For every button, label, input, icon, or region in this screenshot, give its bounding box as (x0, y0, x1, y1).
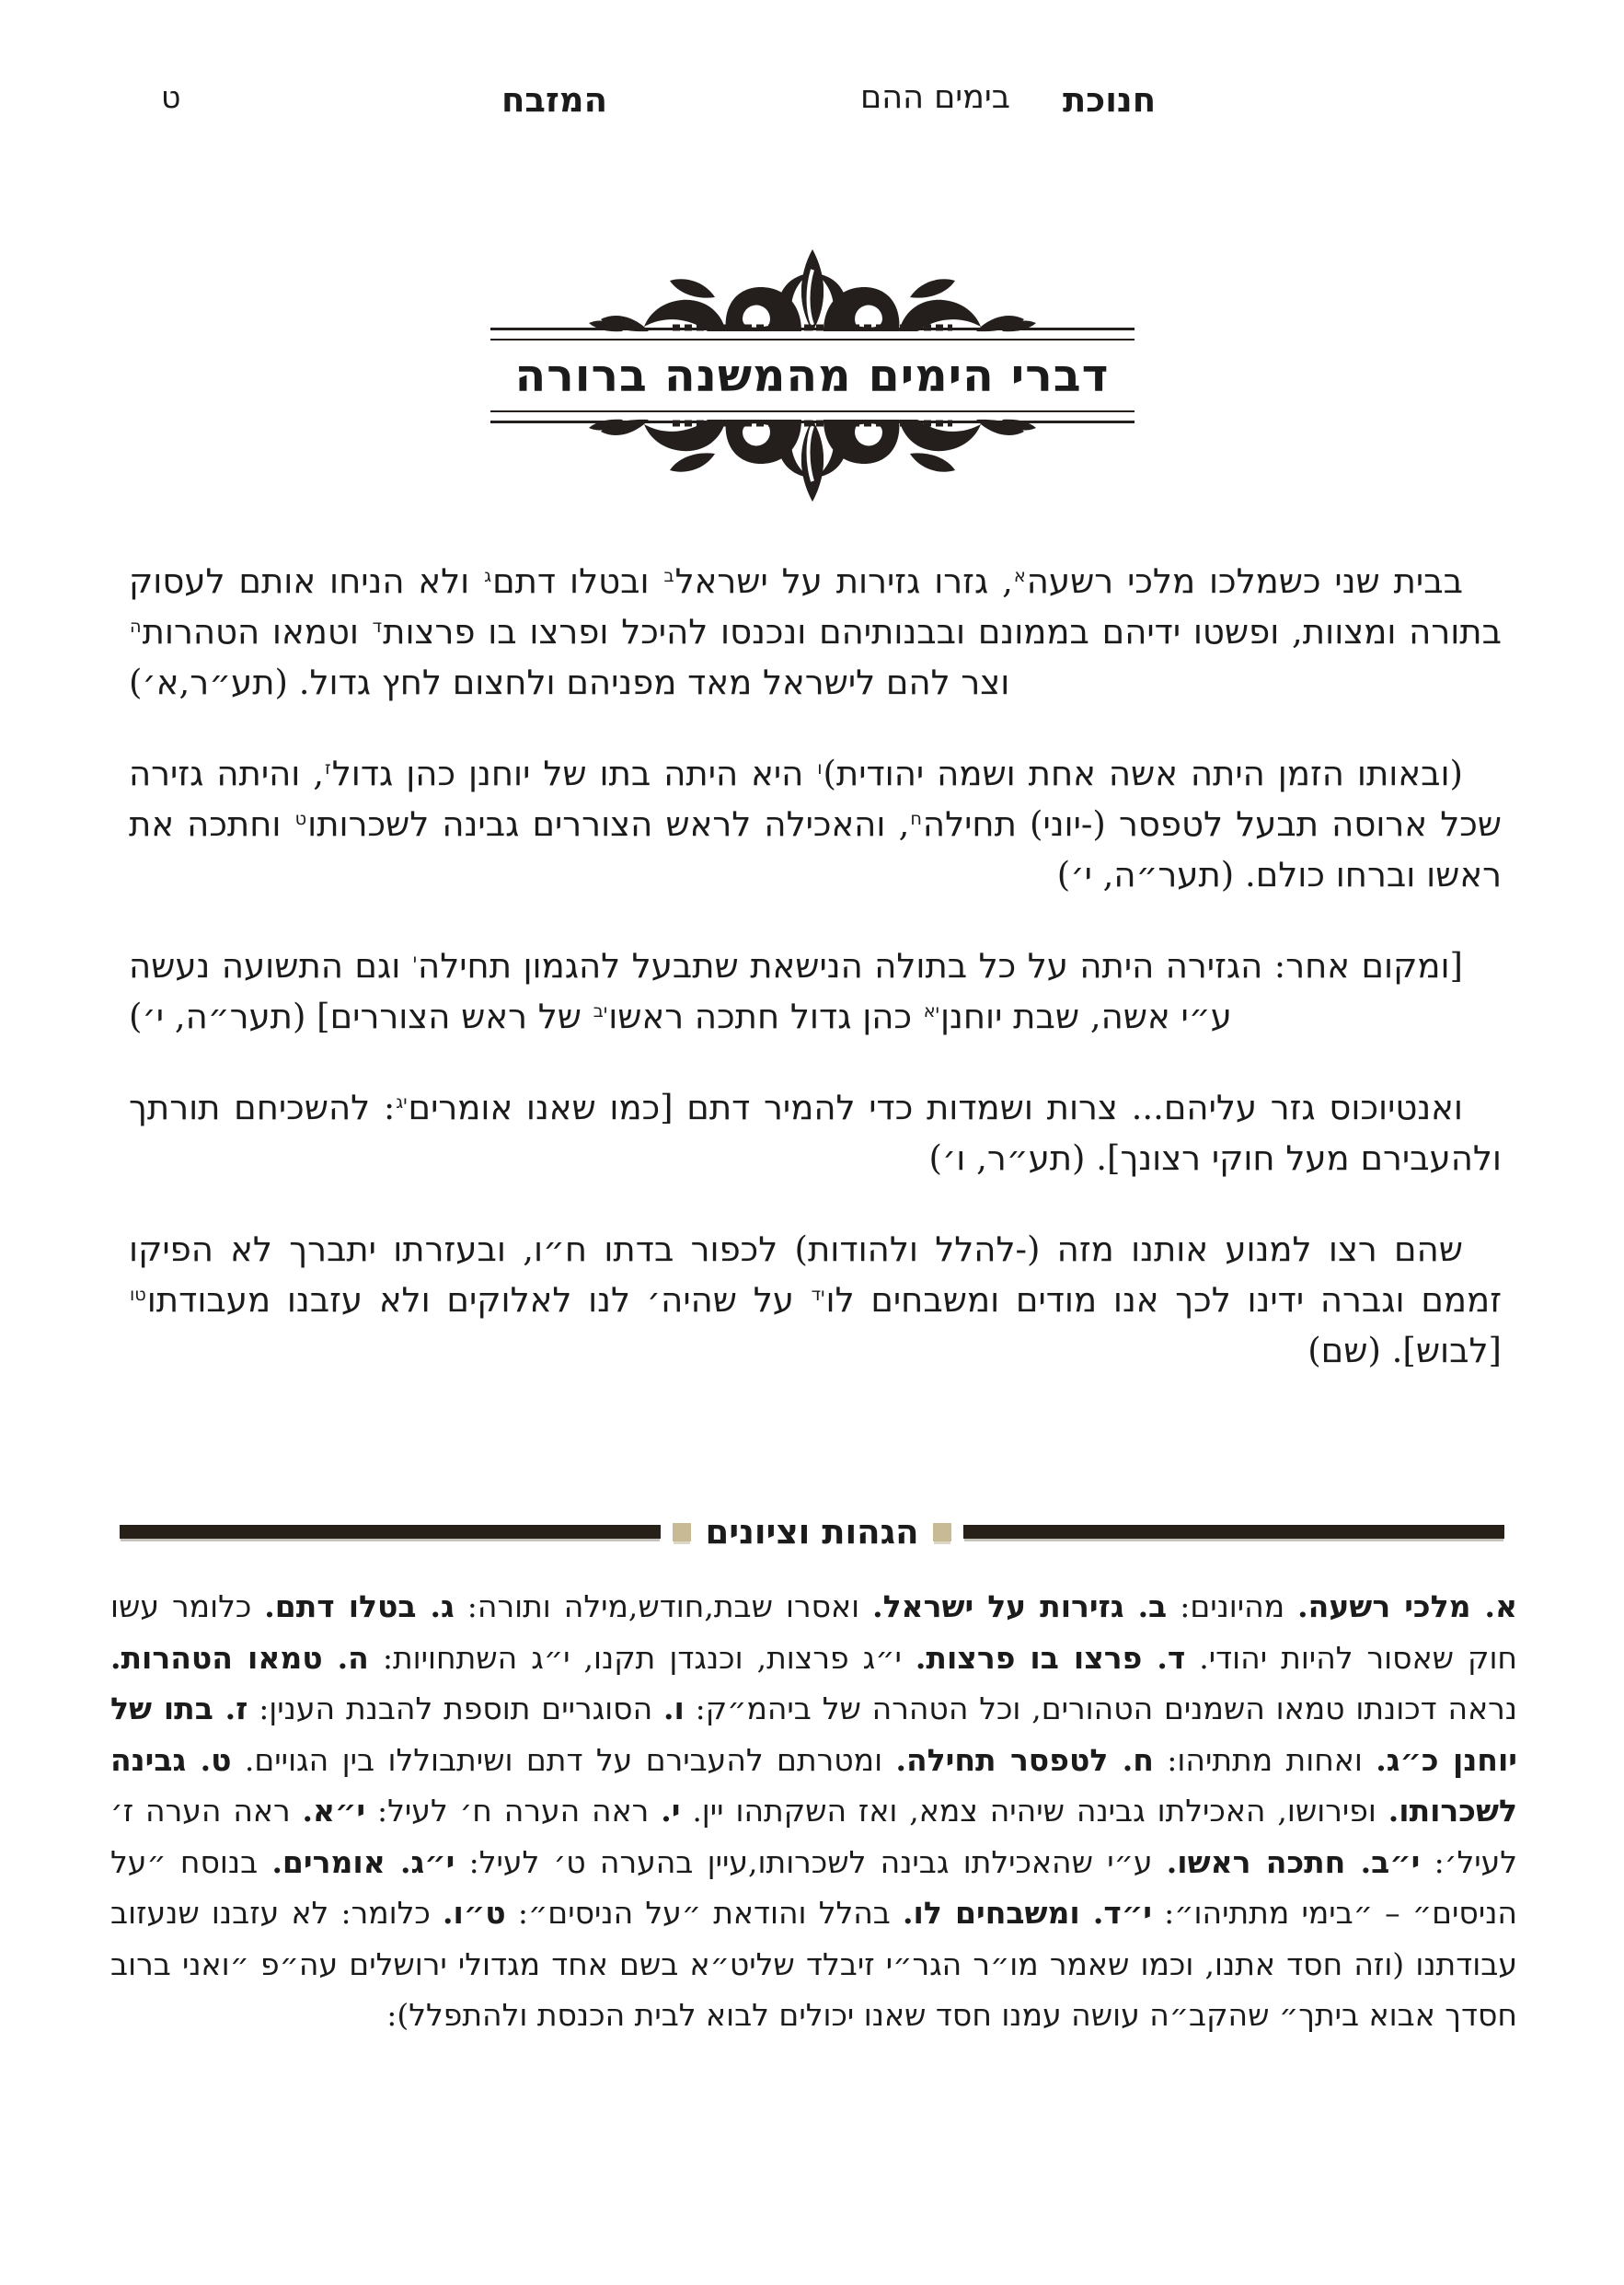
text-run: ראה הערה ז׳ לעיל׳: (110, 1793, 1518, 1880)
footnote-marker: ו (817, 757, 823, 779)
text-run: היא היתה בתו של יוחנן כהן גדול (331, 754, 817, 793)
text-run: ג. בטלו דתם. (264, 1588, 455, 1624)
header-title-left: המזבח (501, 79, 607, 120)
footnotes-block (110, 1581, 1517, 2041)
text-run: כלומר עשו חוק שאסור להיות יהודי. (110, 1588, 1517, 1676)
text-run: , גזרו גזירות על ישראל (674, 561, 1013, 601)
header-title-center: בימים ההם (860, 79, 1010, 116)
footnote-marker: ה (130, 616, 142, 638)
text-run: [ומקום אחר: הגזירה היתה על כל בתולה הנישאת שתבעל להגמון תחילה (418, 946, 1463, 986)
footnote-marker: ב (663, 565, 674, 587)
text-run: , והאכילה לראש הצוררים גבינה לשכרותו (307, 804, 910, 844)
text-run: ואסרו שבת,חודש,מילה ותורה: (454, 1588, 873, 1624)
section-title: דברי הימים מהמשנה ברורה (514, 349, 1110, 402)
text-run: ובטלו דתם (492, 561, 663, 601)
text-run: י״ג פרצות, וכנגדן תקנו, י״ג השתחויות: (368, 1639, 916, 1676)
text-run: י״ג. אומרים. (271, 1843, 455, 1880)
footnote-marker: ג (484, 565, 492, 587)
page-header (0, 79, 1624, 123)
text-run: ט. גבינה לשכרותו. (110, 1741, 1517, 1829)
text-run: י״ב. חתכה ראשו. (1166, 1843, 1421, 1880)
text-run: ראה הערה ח׳ לעיל: (365, 1793, 662, 1829)
text-run: וגם התשועה נעשה ע״י אשה, שבת יוחנן (129, 946, 1232, 1036)
text-run: בהלל והודאת ״על הניסים״: (505, 1895, 904, 1931)
text-run: (ובאותו הזמן היתה אשה אחת ושמה יהודית) (823, 754, 1463, 793)
notes-divider (120, 1511, 1504, 1552)
text-run: י״א. (302, 1793, 366, 1829)
text-run: כלומר: לא עזבנו שנעזוב עבודתנו (וזה חסד אתנו, וכמו שאמר מו״ר הגר״י זיבלד שליט״א בשם אחד מגדולי ירושלים עה״פ ״ואני ברוב חסדך אבוא ביתך״ שהקב״ה עושה עמנו חסד שאנו יכולים לבוא לבית הכנסת ולהתפלל): (110, 1895, 1517, 2033)
text-run: ואנטיוכוס גזר עליהם... צרות ושמדות כדי להמיר דתם [כמו שאנו אומרים (408, 1088, 1463, 1127)
footnote-marker: ח (910, 808, 922, 830)
text-run: כהן גדול חתכה ראשו (608, 997, 923, 1036)
footnote-marker: א (1013, 565, 1026, 587)
paragraph-5 (129, 1224, 1502, 1376)
notes-section-title: הגהות וציונים (705, 1511, 919, 1552)
text-run: ז. בתו של יוחנן כ״ג. (110, 1691, 1517, 1778)
footnote-marker: יב (593, 1000, 608, 1022)
footnote-marker: ט (294, 808, 307, 830)
floral-flourish-icon (573, 417, 1052, 505)
divider-bar-left (120, 1525, 661, 1539)
footnote-marker: י (412, 950, 418, 972)
main-text (129, 556, 1502, 1416)
text-run: שהם רצו למנוע אותנו מזה (-להלל ולהודות) לכפור בדתו ח״ו, ובעזרתו יתברך לא הפיקו זממם וגברה ידינו לכך אנו מודים ומשבחים לו (129, 1229, 1502, 1320)
text-run: ב. גזירות על ישראל. (872, 1588, 1168, 1624)
text-run: , והיתה גזירה שכל ארוסה תבעל לטפסר (-יוני) תחילה (129, 754, 1502, 844)
paragraph-4 (129, 1082, 1502, 1183)
text-run: וחתכה את ראשו וברחו כולם. (תער״ה, י׳) (129, 804, 1502, 894)
text-run: [לבוש]. (שם) (1307, 1331, 1502, 1370)
footnote-marker: ד (372, 616, 383, 638)
footnote-marker: טו (130, 1284, 146, 1306)
text-run: של ראש הצוררים] (תער״ה, י׳) (129, 997, 593, 1036)
text-run: ה. טמאו הטהרות. (110, 1639, 369, 1676)
text-run: ולא הניחו אותם לעסוק בתורה ומצוות, ופשטו ידיהם בממונם ובבנותיהם ונכנסו להיכל ופרצו בו פרצות (129, 561, 1502, 652)
divider-square-right (933, 1523, 951, 1541)
header-title-right: חנוכת (1063, 79, 1157, 120)
text-run: מהיונים: (1167, 1588, 1298, 1624)
text-run: י. (661, 1793, 681, 1829)
text-run: ד. פרצו בו פרצות. (915, 1639, 1186, 1676)
text-run: ט״ו. (443, 1895, 506, 1931)
text-run: נראה דכונתו טמאו השמנים הטהורים, וכל הטהרה של ביהמ״ק: (684, 1691, 1517, 1726)
text-run: ו. (662, 1691, 685, 1726)
text-run: ח. לטפסר תחילה. (895, 1741, 1154, 1778)
text-run: בבית שני כשמלכו מלכי רשעה (1026, 561, 1463, 601)
text-run: ואחות מתתיהו: (1153, 1741, 1376, 1778)
text-run: י״ד. ומשבחים לו. (903, 1895, 1152, 1931)
paragraph-3 (129, 941, 1502, 1042)
divider-square-left (673, 1523, 691, 1541)
page-number: ט (161, 79, 181, 115)
text-run: : להשכיחם תורתך ולהעבירם מעל חוקי רצונך]. (תע״ר, ו׳) (129, 1088, 1502, 1178)
divider-bar-right (963, 1525, 1504, 1539)
footnote-marker: יא (923, 1000, 939, 1022)
text-run: ומטרתם להעבירם על דתם ושיתבוללו בין הגויים. (231, 1741, 896, 1778)
text-run: על שהיה׳ לנו לאלוקים ולא עזבנו מעבודתו (146, 1280, 811, 1320)
footnote-marker: יג (396, 1091, 408, 1114)
text-run: ופירושו, האכילתו גבינה שיהיה צמא, ואז השקתהו יין. (680, 1793, 1388, 1829)
section-title-block (490, 247, 1134, 504)
text-run: וטמאו הטהרות (142, 612, 372, 652)
paragraph-1 (129, 556, 1502, 708)
text-run: בנוסח ״על הניסים״ – ״בימי מתתיהו״: (110, 1843, 1517, 1931)
text-run: הסוגריים תוספת להבנת הענין: (248, 1691, 663, 1726)
footnote-marker: ז (325, 757, 331, 779)
paragraph-2 (129, 748, 1502, 900)
floral-ornament-bottom (490, 410, 1134, 504)
floral-flourish-icon (573, 246, 1052, 334)
text-run: ע״י שהאכילתו גבינה לשכרותו,עיין בהערה ט׳ לעיל: (455, 1843, 1167, 1880)
footnote-marker: יד (811, 1284, 825, 1306)
text-run: וצר להם לישראל מאד מפניהם ולחצום לחץ גדול. (תע״ר,א׳) (129, 663, 1010, 702)
text-run: א. מלכי רשעה. (1297, 1588, 1517, 1624)
floral-ornament-top (490, 247, 1134, 340)
